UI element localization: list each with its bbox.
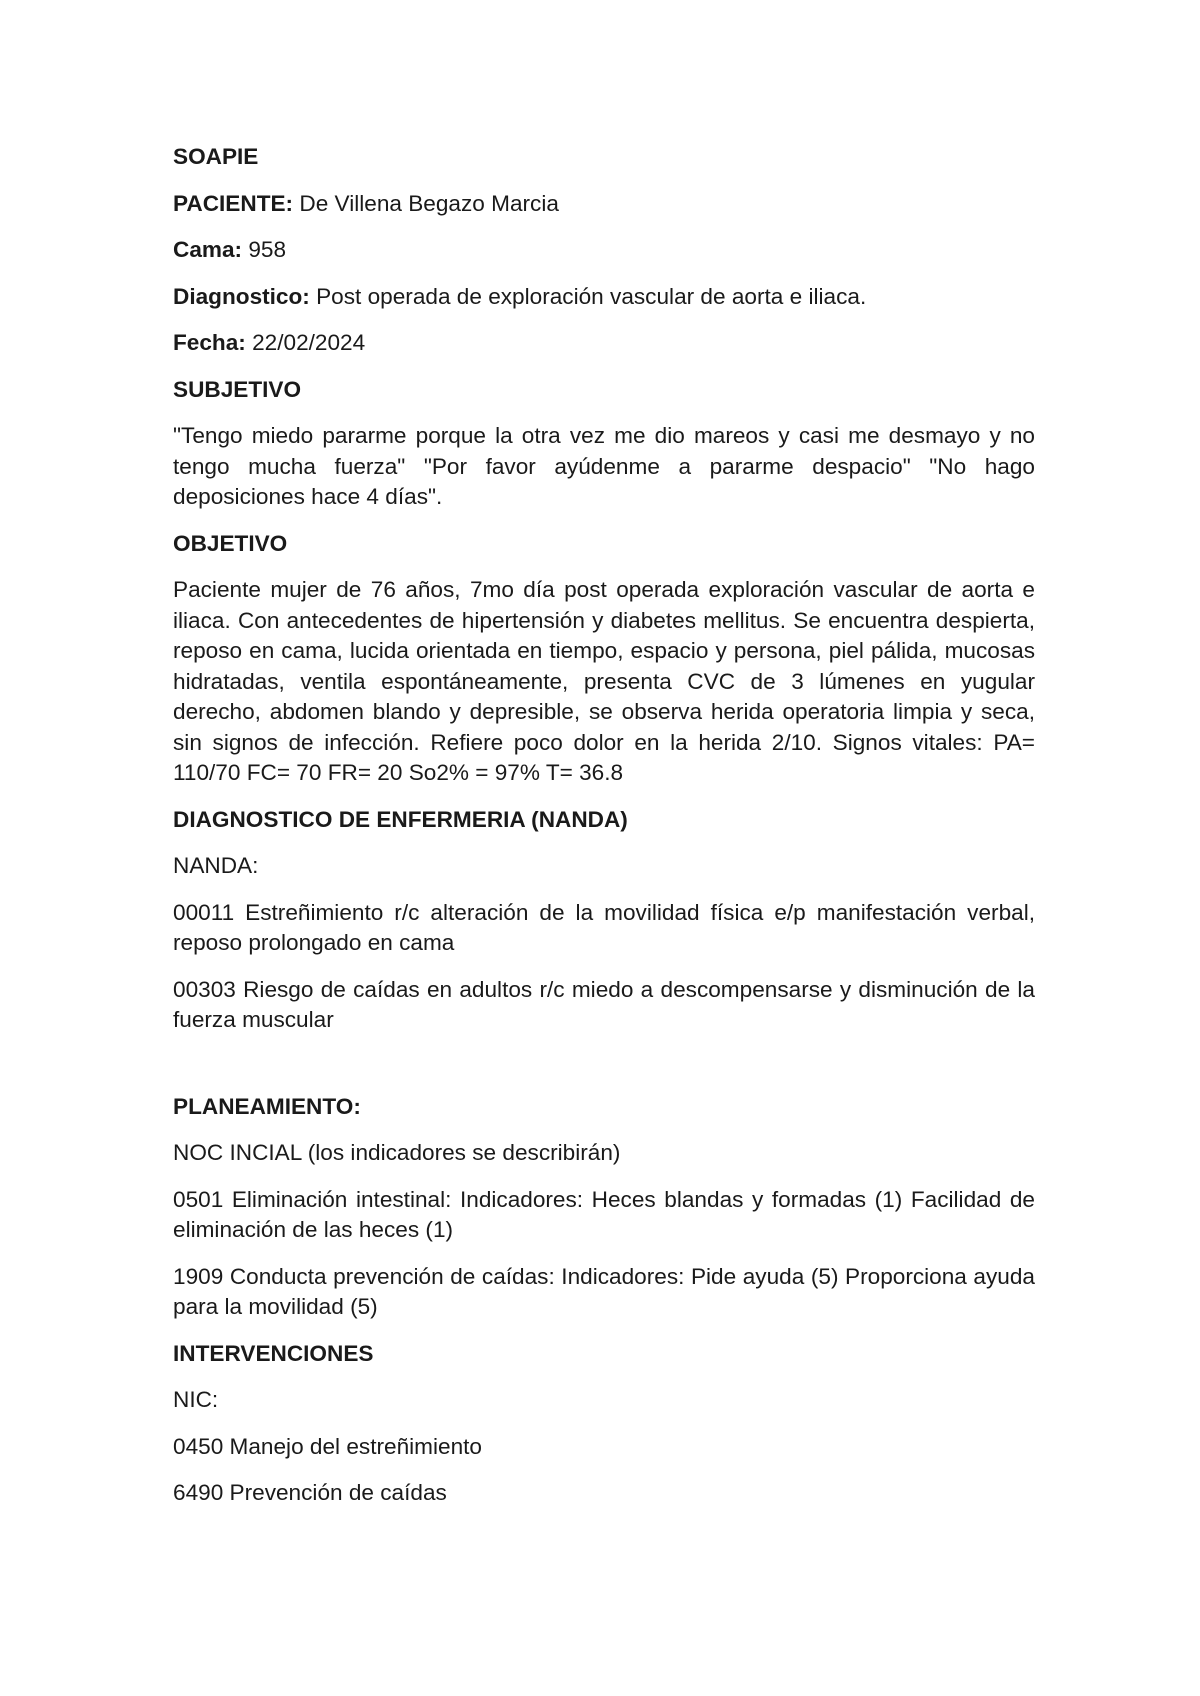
nursing-diagnosis-heading: DIAGNOSTICO DE ENFERMERIA (NANDA) — [173, 806, 628, 832]
date-value: 22/02/2024 — [252, 330, 366, 355]
planning-heading: PLANEAMIENTO: — [173, 1093, 361, 1119]
bed-label: Cama: — [173, 237, 243, 262]
patient-value: De Villena Begazo Marcia — [299, 190, 559, 216]
interventions-heading: INTERVENCIONES — [173, 1340, 374, 1366]
patient-line — [173, 189, 1035, 220]
blank-spacer — [173, 1052, 1035, 1092]
noc-item: 0501 Eliminación intestinal: Indicadores: Heces blandas y formadas (1) Facilidad de eliminación de las heces (1) — [173, 1186, 1035, 1242]
nanda-item: 00011 Estreñimiento r/c alteración de la movilidad física e/p manifestación verbal, reposo prolongado en cama — [173, 899, 1035, 955]
subjective-text: "Tengo miedo pararme porque la otra vez me dio mareos y casi me desmayo y no tengo mucha fuerza" "Por favor ayúdenme a pararme despacio" "No hago deposiciones hace 4 días". — [173, 423, 1035, 509]
noc-label: NOC INCIAL (los indicadores se describirán) — [173, 1140, 621, 1165]
nanda-label: NANDA: — [173, 853, 259, 878]
noc-item: 1909 Conducta prevención de caídas: Indicadores: Pide ayuda (5) Proporciona ayuda para la movilidad (5) — [173, 1263, 1035, 1319]
diagnosis-value: Post operada de exploración vascular de aorta e iliaca. — [316, 283, 867, 309]
objective-text: Paciente mujer de 76 años, 7mo día post operada exploración vascular de aorta e iliaca. Con antecedentes de hipertensión y diabetes mellitus. Se encuentra despierta, reposo en cama, lucida orientada en tiempo, espacio y persona, piel pálida, mucosas hidratadas, ventila espontáneamente, presenta CVC de 3 lúmenes en yugular derecho, abdomen blando y depresible, se observa herida operatoria limpia y seca, sin signos de infección. Refiere poco dolor en la herida 2/10. Signos vitales: PA= 110/70 FC= 70 FR= 20 So2% = 97% T= 36.8 — [173, 577, 1035, 785]
patient-label: PACIENTE: — [173, 190, 294, 216]
bed-line — [173, 235, 1035, 266]
document-title: SOAPIE — [173, 144, 259, 169]
document-page — [173, 142, 1035, 1525]
nic-item: 6490 Prevención de caídas — [173, 1480, 447, 1505]
nic-label: NIC: — [173, 1387, 219, 1412]
bed-value: 958 — [248, 237, 287, 262]
date-label: Fecha: — [173, 330, 246, 355]
subjective-heading: SUBJETIVO — [173, 376, 302, 402]
nanda-item: 00303 Riesgo de caídas en adultos r/c miedo a descompensarse y disminución de la fuerza muscular — [173, 976, 1035, 1032]
date-line — [173, 328, 1035, 359]
nic-item: 0450 Manejo del estreñimiento — [173, 1433, 482, 1459]
objective-heading: OBJETIVO — [173, 530, 288, 556]
diagnosis-line — [173, 282, 1035, 313]
diagnosis-label: Diagnostico: — [173, 283, 310, 309]
